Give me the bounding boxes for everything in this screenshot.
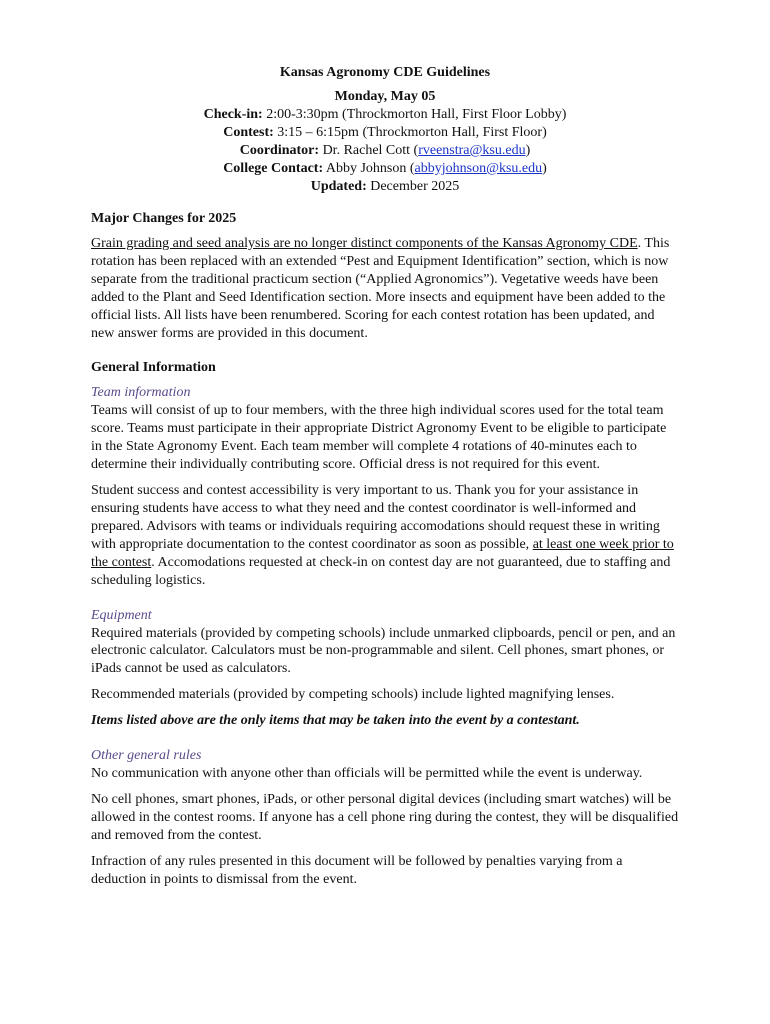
checkin-line bbox=[91, 106, 679, 124]
document-header bbox=[91, 64, 679, 196]
updated-line bbox=[91, 178, 679, 196]
team-p2-underlined: at least one week prior to the contest bbox=[91, 536, 674, 570]
college-contact-email-link[interactable]: abbyjohnson@ksu.edu bbox=[414, 161, 543, 176]
document-title: Kansas Agronomy CDE Guidelines bbox=[279, 65, 491, 80]
team-p2-start: Student success and contest accessibility is very important to us. Thank you for your assistance in ensuring students have access to what they need and the contest coordinator is well-informed and prepared. Advisors with teams or individuals requiring accomodations should request these in writing with appropriate documentation to the contest coordinator as soon as possible, bbox=[91, 483, 660, 552]
equipment-paragraph-2: Recommended materials (provided by competing schools) include lighted magnifying lenses. bbox=[91, 687, 615, 703]
major-changes-heading: Major Changes for 2025 bbox=[91, 211, 237, 226]
updated-label: Updated: bbox=[310, 179, 367, 194]
coordinator-line bbox=[91, 142, 679, 160]
other-rules-heading: Other general rules bbox=[91, 748, 202, 764]
college-contact-label: College Contact: bbox=[223, 161, 324, 176]
team-paragraph-1: Teams will consist of up to four members, with the three high individual scores used for the total team score. Teams must participate in their appropriate District Agronomy Event to be eligible to participate in the State Agronomy Event. Each team member will complete 4 rotations of 40-minutes each to determine their individually contributing score. Official dress is not required for this event. bbox=[91, 403, 667, 473]
contest-label: Contest: bbox=[223, 125, 274, 140]
equipment-paragraph-1: Required materials (provided by competing schools) include unmarked clipboards, pencil or pen, and an electronic calculator. Calculators must be non-programmable and silent. Cell phones, smart phones, or iPads cannot be used as calculators. bbox=[91, 625, 676, 677]
updated-value: December 2025 bbox=[366, 179, 460, 194]
college-contact-line bbox=[91, 160, 679, 178]
major-changes-underlined: Grain grading and seed analysis are no longer distinct components of the Kansas Agronomy CDE bbox=[91, 236, 638, 251]
equipment-paragraph-3: Items listed above are the only items that may be taken into the event by a contestant. bbox=[91, 713, 580, 729]
rules-paragraph-2: No cell phones, smart phones, iPads, or other personal digital devices (including smart watches) will be allowed in the contest rooms. If anyone has a cell phone ring during the contest, they will be disqualified and removed from the contest. bbox=[91, 791, 679, 843]
major-changes-rest: . This rotation has been replaced with an extended “Pest and Equipment Identification” section, which is now separate from the traditional practicum section (“Applied Agronomics”). Vegetative weeds have been added to the Plant and Seed Identification section. More insects and equipment have been added to the official lists. All lists have been renumbered. Scoring for each contest rotation has been updated, and new answer forms are provided in this document. bbox=[91, 236, 670, 341]
team-paragraph-2 bbox=[91, 482, 679, 589]
rules-paragraph-1: No communication with anyone other than officials will be permitted while the event is underway. bbox=[91, 766, 643, 782]
college-contact-name: Abby Johnson ( bbox=[323, 161, 415, 176]
team-information-heading: Team information bbox=[91, 385, 191, 401]
event-date: Monday, May 05 bbox=[334, 89, 436, 104]
coordinator-close: ) bbox=[525, 143, 531, 158]
equipment-heading: Equipment bbox=[91, 607, 152, 623]
general-information-heading: General Information bbox=[91, 360, 216, 376]
college-contact-close: ) bbox=[542, 161, 547, 176]
checkin-value: 2:00-3:30pm (Throckmorton Hall, First Floor Lobby) bbox=[262, 107, 567, 122]
major-changes-paragraph bbox=[91, 235, 679, 342]
contest-value: 3:15 – 6:15pm (Throckmorton Hall, First Floor) bbox=[273, 125, 547, 140]
coordinator-name: Dr. Rachel Cott ( bbox=[319, 143, 419, 158]
rules-paragraph-3: Infraction of any rules presented in this document will be followed by penalties varying from a deduction in points to dismissal from the event. bbox=[91, 853, 623, 887]
checkin-label: Check-in: bbox=[203, 107, 263, 122]
coordinator-email-link[interactable]: rveenstra@ksu.edu bbox=[418, 143, 526, 158]
team-p2-end: . Accomodations requested at check-in on contest day are not guaranteed, due to staffing and scheduling logistics. bbox=[91, 554, 671, 588]
coordinator-label: Coordinator: bbox=[239, 143, 320, 158]
contest-line bbox=[91, 124, 679, 142]
